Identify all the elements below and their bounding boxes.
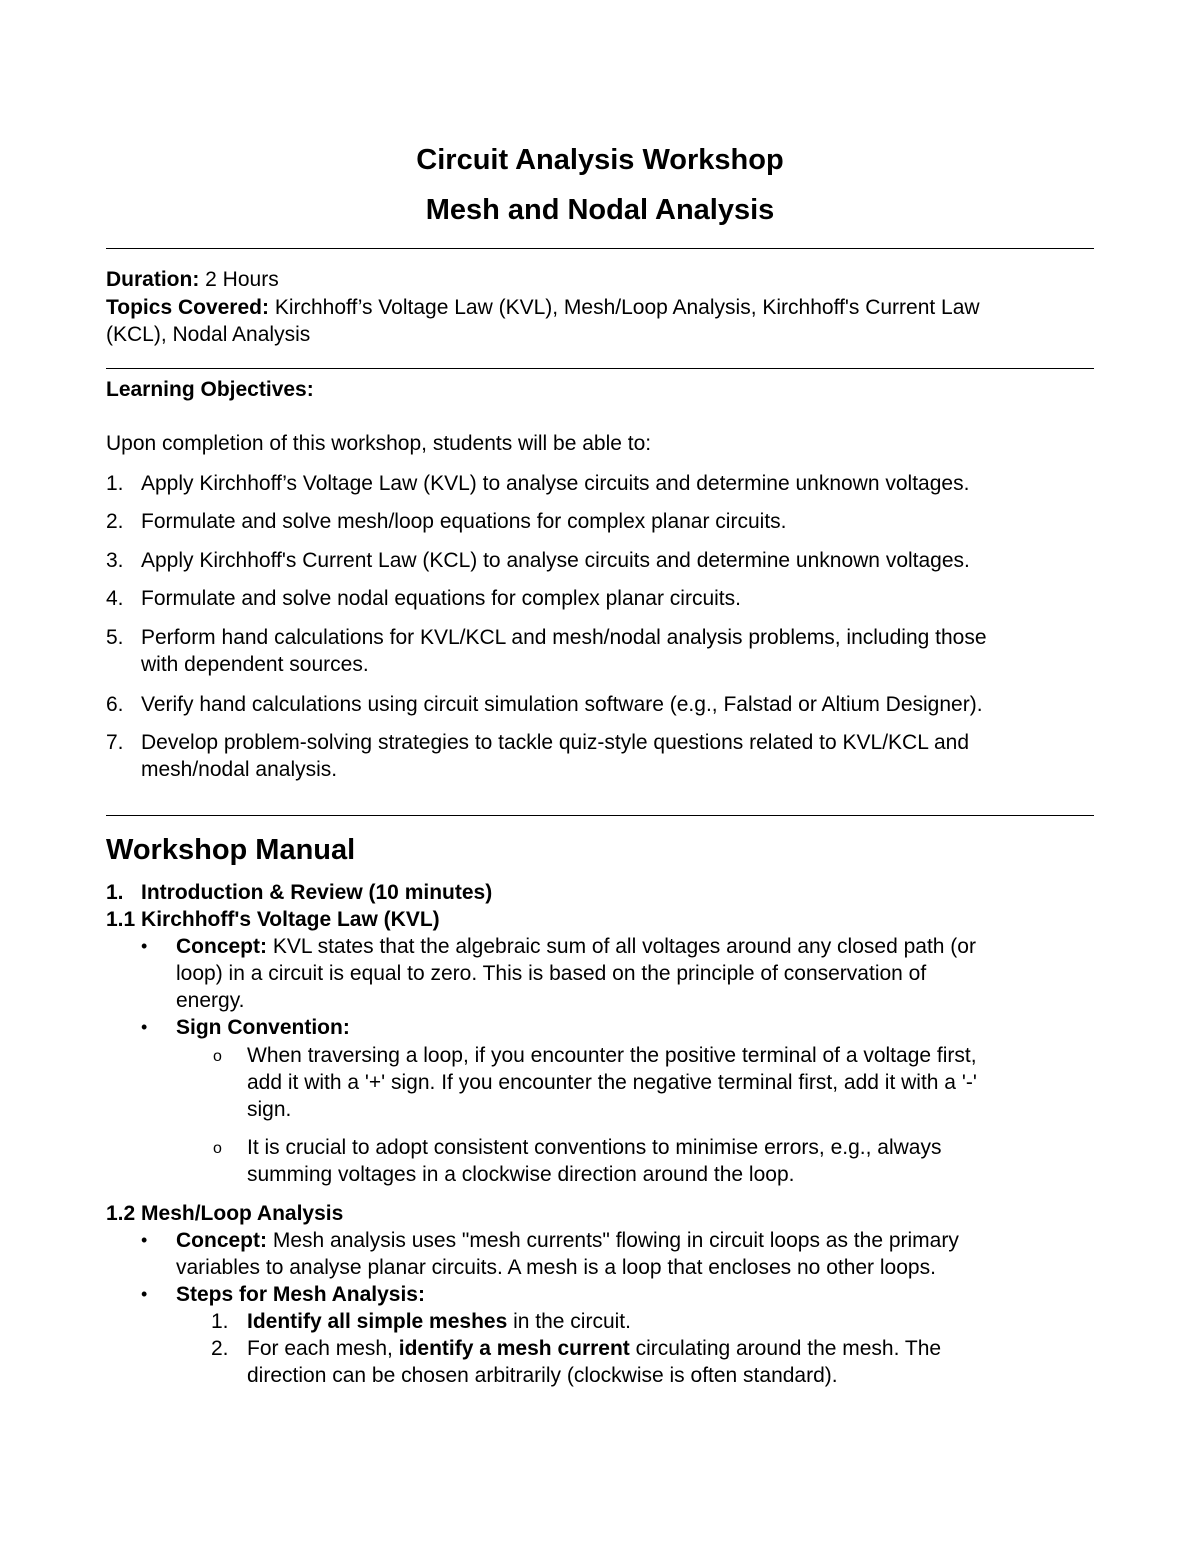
topics-label: Topics Covered: (106, 296, 269, 319)
section-number: 1. (106, 881, 124, 904)
duration-value: 2 Hours (199, 268, 279, 291)
bullet-icon: • (141, 1017, 148, 1037)
objective-text: Apply Kirchhoff's Current Law (KCL) to analyse circuits and determine unknown voltages. (141, 549, 970, 572)
divider (106, 248, 1094, 249)
circle-bullet-icon: o (213, 1048, 222, 1065)
step-text-continued: direction can be chosen arbitrarily (clockwise is often standard). (247, 1364, 838, 1387)
topics-text-continued: (KCL), Nodal Analysis (106, 323, 311, 346)
kvl-concept (176, 933, 976, 960)
sign-convention-text: When traversing a loop, if you encounter the positive terminal of a voltage first, (247, 1044, 977, 1067)
objective-text: Perform hand calculations for KVL/KCL and mesh/nodal analysis problems, including those (141, 626, 987, 649)
divider (106, 368, 1094, 369)
circle-bullet-icon: o (213, 1140, 222, 1157)
step-rest: in the circuit. (507, 1310, 631, 1333)
objective-number: 5. (106, 626, 124, 649)
section-heading: Workshop Manual (106, 834, 356, 866)
step-rest: circulating around the mesh. The (629, 1337, 942, 1360)
sign-convention-text: It is crucial to adopt consistent conventions to minimise errors, e.g., always (247, 1136, 942, 1159)
objective-number: 2. (106, 510, 124, 533)
topics-line (106, 294, 980, 321)
bullet-icon: • (141, 936, 148, 956)
step-emphasis: Identify all simple meshes (247, 1310, 508, 1333)
step-number: 1. (211, 1310, 229, 1333)
step-emphasis: identify a mesh current (398, 1337, 630, 1360)
bullet-icon: • (141, 1230, 148, 1250)
objectives-heading: Learning Objectives: (106, 378, 314, 401)
section-title: Introduction & Review (10 minutes) (141, 881, 493, 904)
concept-text-continued: variables to analyse planar circuits. A mesh is a loop that encloses no other loops. (176, 1256, 936, 1279)
objective-text: Verify hand calculations using circuit simulation software (e.g., Falstad or Altium Designer). (141, 693, 983, 716)
objectives-intro: Upon completion of this workshop, students will be able to: (106, 432, 652, 455)
step-text (247, 1308, 631, 1335)
duration-label: Duration: (106, 268, 200, 291)
page-subtitle: Mesh and Nodal Analysis (425, 194, 775, 226)
objective-number: 3. (106, 549, 124, 572)
duration-line (106, 266, 279, 293)
sign-convention-text-continued: summing voltages in a clockwise direction around the loop. (247, 1163, 795, 1186)
step-pre: For each mesh, (247, 1337, 399, 1360)
objective-text: Develop problem-solving strategies to tackle quiz-style questions related to KVL/KCL and (141, 731, 969, 754)
objective-text-continued: mesh/nodal analysis. (141, 758, 338, 781)
sign-convention-label: Sign Convention: (176, 1016, 350, 1039)
steps-label: Steps for Mesh Analysis: (176, 1283, 425, 1306)
objective-text-continued: with dependent sources. (141, 653, 369, 676)
concept-text: Mesh analysis uses "mesh currents" flowing in circuit loops as the primary (267, 1229, 959, 1252)
subsection-heading: 1.1 Kirchhoff's Voltage Law (KVL) (106, 908, 440, 931)
objective-number: 4. (106, 587, 124, 610)
concept-text-continued: loop) in a circuit is equal to zero. This is based on the principle of conservation of (176, 962, 927, 985)
topics-text: Kirchhoff’s Voltage Law (KVL), Mesh/Loop Analysis, Kirchhoff's Current Law (268, 296, 980, 319)
sign-convention-text-continued: sign. (247, 1098, 292, 1121)
divider (106, 815, 1094, 816)
step-text (247, 1335, 941, 1362)
mesh-concept (176, 1227, 959, 1254)
concept-text: KVL states that the algebraic sum of all voltages around any closed path (or (267, 935, 976, 958)
concept-label: Concept: (176, 935, 267, 958)
objective-text: Formulate and solve mesh/loop equations for complex planar circuits. (141, 510, 787, 533)
sign-convention-text-continued: add it with a '+' sign. If you encounter the negative terminal first, add it with a '-' (247, 1071, 977, 1094)
objective-number: 7. (106, 731, 124, 754)
concept-label: Concept: (176, 1229, 267, 1252)
objective-text: Formulate and solve nodal equations for complex planar circuits. (141, 587, 741, 610)
concept-text-continued: energy. (176, 989, 245, 1012)
objective-number: 6. (106, 693, 124, 716)
subsection-heading: 1.2 Mesh/Loop Analysis (106, 1202, 344, 1225)
bullet-icon: • (141, 1284, 148, 1304)
step-number: 2. (211, 1337, 229, 1360)
objective-number: 1. (106, 472, 124, 495)
objective-text: Apply Kirchhoff’s Voltage Law (KVL) to analyse circuits and determine unknown voltages. (141, 472, 970, 495)
page-title: Circuit Analysis Workshop (416, 144, 784, 176)
